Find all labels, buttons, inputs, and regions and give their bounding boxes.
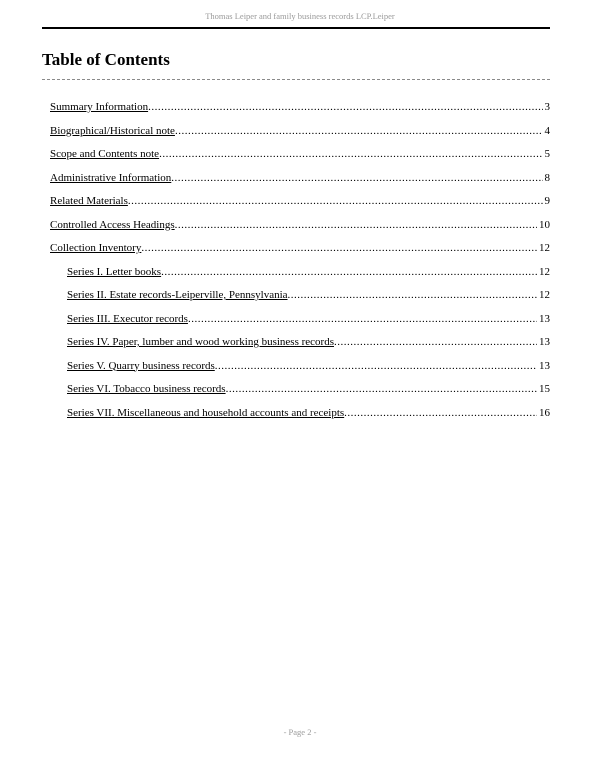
toc-entry-link[interactable]: Related Materials bbox=[50, 195, 128, 207]
toc-page-number: 13 bbox=[539, 359, 550, 372]
title-divider bbox=[42, 79, 550, 80]
dot-leader bbox=[188, 313, 537, 325]
toc-page-number: 8 bbox=[544, 171, 550, 184]
toc-entry-series-i[interactable] bbox=[67, 266, 550, 284]
toc-entry-link[interactable]: Administrative Information bbox=[50, 171, 172, 184]
toc-entry-series-iv[interactable] bbox=[67, 336, 550, 354]
toc-entry-scope-and-contents-note[interactable] bbox=[50, 148, 550, 166]
toc-page-number: 9 bbox=[544, 195, 550, 207]
toc-entry-series-ii[interactable] bbox=[67, 289, 550, 307]
dot-leader bbox=[344, 407, 537, 419]
toc-entry-collection-inventory[interactable] bbox=[50, 242, 550, 260]
toc-page-number: 12 bbox=[539, 242, 550, 254]
header-rule bbox=[42, 27, 550, 29]
toc-page-number: 3 bbox=[544, 101, 550, 113]
dot-leader bbox=[161, 266, 537, 278]
toc-entry-link[interactable]: Series I. Letter books bbox=[67, 265, 162, 278]
toc-entry-link[interactable]: Series II. Estate records-Leiperville, Pennsylvania bbox=[67, 289, 288, 301]
dot-leader bbox=[171, 172, 542, 184]
toc-entry-link[interactable]: Series VI. Tobacco business records bbox=[67, 383, 226, 395]
toc-page-number: 16 bbox=[539, 406, 550, 419]
toc-entry-link[interactable]: Summary Information bbox=[50, 101, 149, 113]
toc-entry-series-vi[interactable] bbox=[67, 383, 550, 401]
dot-leader bbox=[128, 195, 543, 207]
toc-entry-link[interactable]: Biographical/Historical note bbox=[50, 124, 175, 137]
toc-entry-administrative-information[interactable] bbox=[50, 172, 550, 190]
toc-page-number: 5 bbox=[544, 148, 550, 160]
toc-entry-series-iii[interactable] bbox=[67, 313, 550, 331]
dot-leader bbox=[141, 242, 537, 254]
toc-entry-summary-information[interactable] bbox=[50, 101, 550, 119]
toc-page-number: 13 bbox=[539, 336, 550, 348]
toc-page-number: 12 bbox=[539, 289, 550, 301]
toc-entry-link[interactable]: Series VII. Miscellaneous and household accounts and receipts bbox=[67, 406, 345, 419]
toc-entry-series-v[interactable] bbox=[67, 360, 550, 378]
toc-page-number: 13 bbox=[539, 312, 550, 325]
dot-leader bbox=[148, 101, 542, 113]
toc-entry-series-vii[interactable] bbox=[67, 407, 550, 425]
toc-page-number: 10 bbox=[539, 218, 550, 231]
toc-entry-link[interactable]: Series IV. Paper, lumber and wood working business records bbox=[67, 336, 334, 348]
toc-entry-link[interactable]: Collection Inventory bbox=[50, 242, 142, 254]
page-footer: - Page 2 - bbox=[283, 727, 317, 737]
page-title: Table of Contents bbox=[42, 50, 170, 69]
toc-entry-link[interactable]: Series V. Quarry business records bbox=[67, 359, 215, 372]
dot-leader bbox=[159, 148, 542, 160]
dot-leader bbox=[175, 219, 537, 231]
toc-entry-biographical-historical-note[interactable] bbox=[50, 125, 550, 143]
toc-page-number: 4 bbox=[544, 124, 550, 137]
toc-entry-link[interactable]: Scope and Contents note bbox=[50, 148, 160, 160]
dot-leader bbox=[226, 383, 537, 395]
dot-leader bbox=[334, 336, 537, 348]
running-header: Thomas Leiper and family business records LCP.Leiper bbox=[205, 11, 395, 21]
toc-page-number: 12 bbox=[539, 265, 550, 278]
dot-leader bbox=[175, 125, 543, 137]
dot-leader bbox=[288, 289, 537, 301]
toc-page-number: 15 bbox=[539, 383, 550, 395]
toc-entry-link[interactable]: Controlled Access Headings bbox=[50, 218, 175, 231]
toc-entry-related-materials[interactable] bbox=[50, 195, 550, 213]
toc-entry-link[interactable]: Series III. Executor records bbox=[67, 312, 188, 325]
toc-entry-controlled-access-headings[interactable] bbox=[50, 219, 550, 237]
dot-leader bbox=[215, 360, 537, 372]
